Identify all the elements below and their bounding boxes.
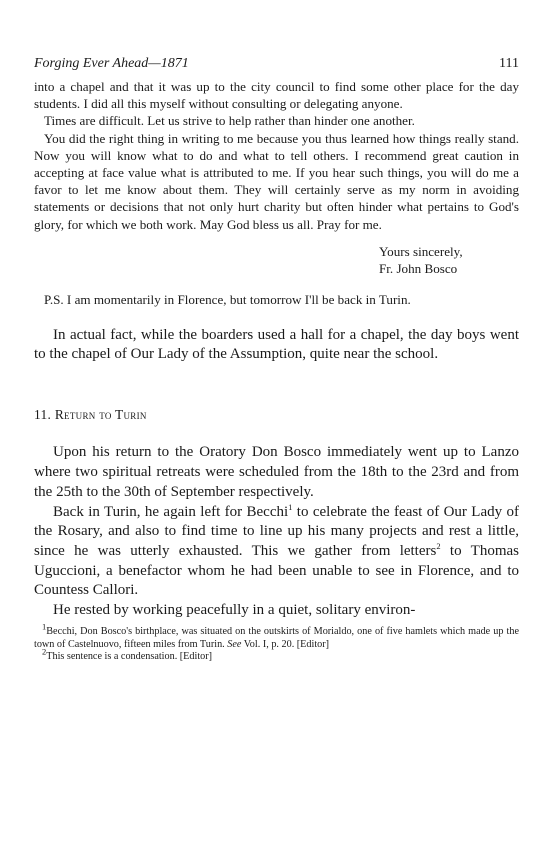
footnote-1-text: Becchi, Don Bosco's birthplace, was situated on the outskirts of Morialdo, one of five hamlets which made up the town of Castelnuovo, fifteen miles from Turin. bbox=[34, 625, 519, 650]
footnote-mark-2: 2 bbox=[42, 646, 47, 657]
footnote-2 bbox=[34, 646, 519, 664]
book-page bbox=[34, 56, 519, 664]
body-text-segment: to Thomas Uguccioni, a benefactor whom he had been unable to see in Florence, and to Countess Callori. bbox=[34, 542, 519, 599]
footnote-ref-2[interactable]: 2 bbox=[436, 540, 441, 551]
body-text-segment: to celebrate the feast of Our Lady of the Rosary, and also to find time to line up his many projects and rest a little, since he was utterly exhausted. This we gather from letters bbox=[34, 503, 519, 559]
running-head bbox=[34, 56, 519, 78]
footnote-1 bbox=[34, 621, 519, 652]
letter-paragraph-2: Times are difficult. Let us strive to help rather than hinder one another. bbox=[44, 113, 415, 129]
section-body bbox=[34, 443, 519, 620]
body-text-segment: Back in Turin, he again left for Becchi bbox=[53, 503, 289, 520]
body-paragraph-2 bbox=[34, 503, 519, 602]
letter-paragraph-1: into a chapel and that it was up to the city council to find some other place for the day students. I did all this myself without consulting or delegating anyone. bbox=[34, 79, 519, 112]
narrative-paragraph: In actual fact, while the boarders used a hall for a chapel, the day boys went to the chapel of Our Lady of the Assumption, quite near the school. bbox=[34, 327, 519, 363]
footnotes bbox=[34, 621, 519, 664]
page-number: 111 bbox=[499, 56, 519, 71]
postscript: P.S. I am momentarily in Florence, but tomorrow I'll be back in Turin. bbox=[44, 292, 411, 308]
section-number: 11. bbox=[34, 407, 52, 423]
running-head-title: Forging Ever Ahead—1871 bbox=[34, 56, 189, 71]
section-heading bbox=[34, 407, 519, 423]
footnote-2-text: This sentence is a condensation. [Editor] bbox=[46, 651, 213, 663]
letter-closing bbox=[34, 243, 519, 277]
footnote-1-tail: Vol. I, p. 20. [Editor] bbox=[241, 638, 330, 650]
body-paragraph-1: Upon his return to the Oratory Don Bosco immediately went up to Lanzo where two spiritual retreats were scheduled from the 18th to the 23rd and from the 25th to the 30th of September respectively. bbox=[34, 444, 519, 500]
body-paragraph-3: He rested by working peacefully in a quiet, solitary environ- bbox=[53, 602, 416, 619]
closing-salutation: Yours sincerely, bbox=[379, 243, 463, 259]
letter-text bbox=[34, 78, 519, 233]
letter-paragraph-3: You did the right thing in writing to me because you thus learned how things really stand. Now you will know what to do and what to tell others. I recommend great caution in accepting at face value what is attributed to me. If you hear such things, you will do me a favor to let me know about them. They will certainly serve as my norm in avoiding statements or decisions that not only hurt charity but often hinder what pertains to God's glory, for which we both work. May God bless us all. Pray for me. bbox=[34, 130, 519, 232]
footnote-mark-1: 1 bbox=[42, 621, 47, 632]
signature: Fr. John Bosco bbox=[379, 261, 458, 277]
footnote-1-see: See bbox=[227, 638, 242, 650]
footnote-ref-1[interactable]: 1 bbox=[288, 501, 293, 512]
section-title: Return to Turin bbox=[54, 407, 147, 423]
